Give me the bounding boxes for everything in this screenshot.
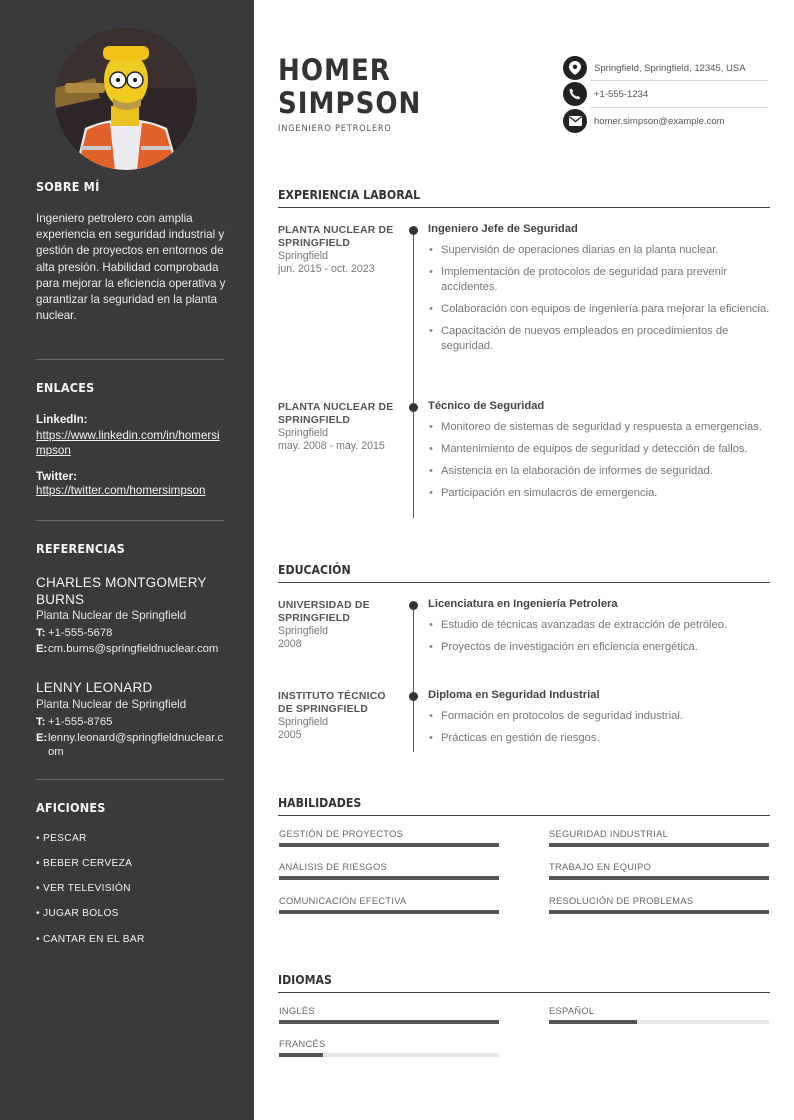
skill-bar-fill [279, 876, 499, 880]
skill-label: ANÁLISIS DE RIESGOS [279, 862, 387, 872]
education-org [278, 599, 400, 651]
link-item-twitter [36, 470, 224, 498]
org-name: PLANTA NUCLEAR DE SPRINGFIELD [278, 402, 394, 426]
language-bar-fill [279, 1020, 499, 1024]
skill-item [279, 862, 499, 880]
twitter-link[interactable]: https://twitter.com/homersimpson [36, 484, 206, 497]
org-dates: may. 2008 - may. 2015 [278, 440, 385, 452]
org-dates: jun. 2015 - oct. 2023 [278, 263, 375, 275]
bullet-item: • Mantenimiento de equipos de seguridad y detección de fallos. [428, 442, 770, 457]
hobby-item: • BEBER CERVEZA [36, 858, 133, 869]
skill-item [549, 862, 769, 880]
bullet-item: • Prácticas en gestión de riesgos. [428, 731, 770, 746]
about-heading: SOBRE MÍ [36, 179, 100, 194]
hobbies-heading: AFICIONES [36, 800, 106, 815]
language-bar-fill [549, 1020, 637, 1024]
timeline-dot [409, 403, 418, 412]
languages-heading: IDIOMAS [278, 973, 332, 987]
skill-bar [279, 843, 499, 847]
skill-item [279, 896, 499, 914]
link-item-linkedin [36, 413, 224, 458]
experience-org [278, 224, 400, 276]
org-name: INSTITUTO TÉCNICO DE SPRINGFIELD [278, 691, 386, 715]
avatar [55, 28, 197, 170]
hobby-item: • JUGAR BOLOS [36, 908, 119, 919]
language-label: FRANCÉS [279, 1039, 326, 1049]
about-text: Ingeniero petrolero con amplia experiencia en seguridad industrial y gestión de proyectos en entornos de alta presión. Habilidad comprobada para mejorar la eficiencia operativa y garantizar la seguridad en la planta nuclear. [36, 212, 226, 323]
divider [36, 520, 224, 521]
linkedin-link[interactable]: https://www.linkedin.com/in/homersimpson [36, 429, 220, 457]
email-text[interactable]: homer.simpson@example.com [594, 115, 725, 127]
timeline-dot [409, 226, 418, 235]
skill-bar-fill [279, 843, 499, 847]
reference-org: Planta Nuclear de Springfield [36, 697, 187, 711]
bullet-item: • Monitoreo de sistemas de seguridad y respuesta a emergencias. [428, 420, 770, 435]
org-location: Springfield [278, 250, 329, 262]
skill-bar-fill [279, 910, 499, 914]
org-dates: 2008 [278, 638, 302, 650]
org-dates: 2005 [278, 729, 302, 741]
timeline-line [413, 604, 414, 752]
skill-bar [549, 910, 769, 914]
timeline-line [413, 230, 414, 518]
language-bar [279, 1020, 499, 1024]
skills-heading: HABILIDADES [278, 796, 362, 810]
org-location: Springfield [278, 716, 329, 728]
hobby-item: • CANTAR EN EL BAR [36, 934, 145, 945]
candidate-name [278, 54, 421, 120]
org-name: PLANTA NUCLEAR DE SPRINGFIELD [278, 225, 394, 249]
language-label: ESPAÑOL [549, 1006, 595, 1016]
contact-address [563, 55, 768, 81]
degree-bullets [428, 618, 770, 655]
language-bar-fill [279, 1053, 323, 1057]
role-title: Técnico de Seguridad [428, 400, 545, 412]
experience-role [428, 223, 770, 361]
skill-item [549, 829, 769, 847]
bullet-item: • Estudio de técnicas avanzadas de extracción de petróleo. [428, 618, 770, 633]
job-title: INGENIERO PETROLERO [278, 123, 392, 134]
phone-icon [563, 82, 587, 106]
location-pin-icon [563, 56, 587, 80]
reference-phone: T: +1-555-5678 [36, 627, 113, 639]
sidebar [0, 0, 254, 1120]
bullet-item: • Participación en simulacros de emergencia. [428, 486, 770, 501]
education-org [278, 690, 400, 742]
reference-phone: T: +1-555-8765 [36, 715, 113, 728]
language-item [549, 1006, 769, 1024]
skill-bar [279, 876, 499, 880]
org-name: UNIVERSIDAD DE SPRINGFIELD [278, 600, 370, 624]
skill-item [279, 829, 499, 847]
education-degree [428, 598, 770, 662]
divider [36, 359, 224, 360]
references-heading: REFERENCIAS [36, 541, 125, 556]
reference-org: Planta Nuclear de Springfield [36, 609, 187, 622]
bullet-item: • Supervisión de operaciones diarias en la planta nuclear. [428, 243, 770, 258]
envelope-icon [563, 109, 587, 133]
bullet-item: • Formación en protocolos de seguridad industrial. [428, 709, 770, 724]
skill-label: GESTIÓN DE PROYECTOS [279, 829, 404, 839]
hobby-item: • VER TELEVISIÓN [36, 883, 131, 894]
phone-text: +1-555-1234 [594, 88, 649, 100]
skill-bar [549, 876, 769, 880]
skill-label: TRABAJO EN EQUIPO [549, 862, 652, 872]
contact-phone [563, 81, 768, 107]
reference-email: E: lenny.leonard@springfieldnuclear.com [36, 731, 224, 758]
skill-bar [279, 910, 499, 914]
skill-label: COMUNICACIÓN EFECTIVA [279, 896, 407, 906]
role-bullets [428, 243, 770, 354]
bullet-item: • Implementación de protocolos de seguridad para prevenir accidentes. [428, 265, 770, 295]
link-label: LinkedIn: [36, 413, 88, 426]
skill-bar-fill [549, 910, 769, 914]
divider [36, 779, 224, 780]
contact-email [563, 108, 768, 134]
bullet-item: • Proyectos de investigación en eficiencia energética. [428, 640, 770, 655]
degree-title: Licenciatura en Ingeniería Petrolera [428, 598, 618, 610]
link-label: Twitter: [36, 470, 78, 483]
links-list [36, 413, 224, 498]
language-bar [549, 1020, 769, 1024]
language-item [279, 1039, 499, 1057]
last-name: SIMPSON [278, 86, 422, 120]
skill-label: SEGURIDAD INDUSTRIAL [549, 829, 669, 839]
timeline-dot [409, 601, 418, 610]
section-divider [278, 582, 770, 583]
hobby-item: • PESCAR [36, 833, 87, 844]
section-divider [278, 815, 770, 816]
language-bar [279, 1053, 499, 1057]
education-heading: EDUCACIÓN [278, 563, 351, 577]
avatar-illustration [55, 28, 197, 170]
address-text: Springfield, Springfield, 12345, USA [594, 62, 746, 74]
org-location: Springfield [278, 427, 329, 439]
reference-item [36, 575, 224, 656]
org-location: Springfield [278, 625, 329, 637]
experience-org [278, 401, 400, 453]
bullet-item: • Capacitación de nuevos empleados en procedimientos de seguridad. [428, 324, 770, 354]
reference-email: E: cm.burns@springfieldnuclear.com [36, 643, 219, 655]
education-degree [428, 689, 770, 753]
section-divider [278, 207, 770, 208]
reference-item [36, 680, 224, 759]
role-title: Ingeniero Jefe de Seguridad [428, 223, 578, 235]
experience-role [428, 400, 770, 508]
skill-bar-fill [549, 843, 769, 847]
bullet-item: • Asistencia en la elaboración de informes de seguridad. [428, 464, 770, 479]
first-name: HOMER [278, 53, 391, 87]
skill-bar [549, 843, 769, 847]
section-divider [278, 992, 770, 993]
links-heading: ENLACES [36, 380, 95, 395]
degree-bullets [428, 709, 770, 746]
experience-heading: EXPERIENCIA LABORAL [278, 188, 421, 202]
skill-bar-fill [549, 876, 769, 880]
language-label: INGLÉS [279, 1006, 315, 1016]
reference-name: LENNY LEONARD [36, 680, 153, 695]
timeline-dot [409, 692, 418, 701]
degree-title: Diploma en Seguridad Industrial [428, 689, 600, 701]
role-bullets [428, 420, 770, 501]
skill-label: RESOLUCIÓN DE PROBLEMAS [549, 896, 694, 906]
skill-item [549, 896, 769, 914]
reference-name: CHARLES MONTGOMERY BURNS [36, 575, 207, 607]
language-item [279, 1006, 499, 1024]
bullet-item: • Colaboración con equipos de ingeniería para mejorar la eficiencia. [428, 302, 770, 317]
